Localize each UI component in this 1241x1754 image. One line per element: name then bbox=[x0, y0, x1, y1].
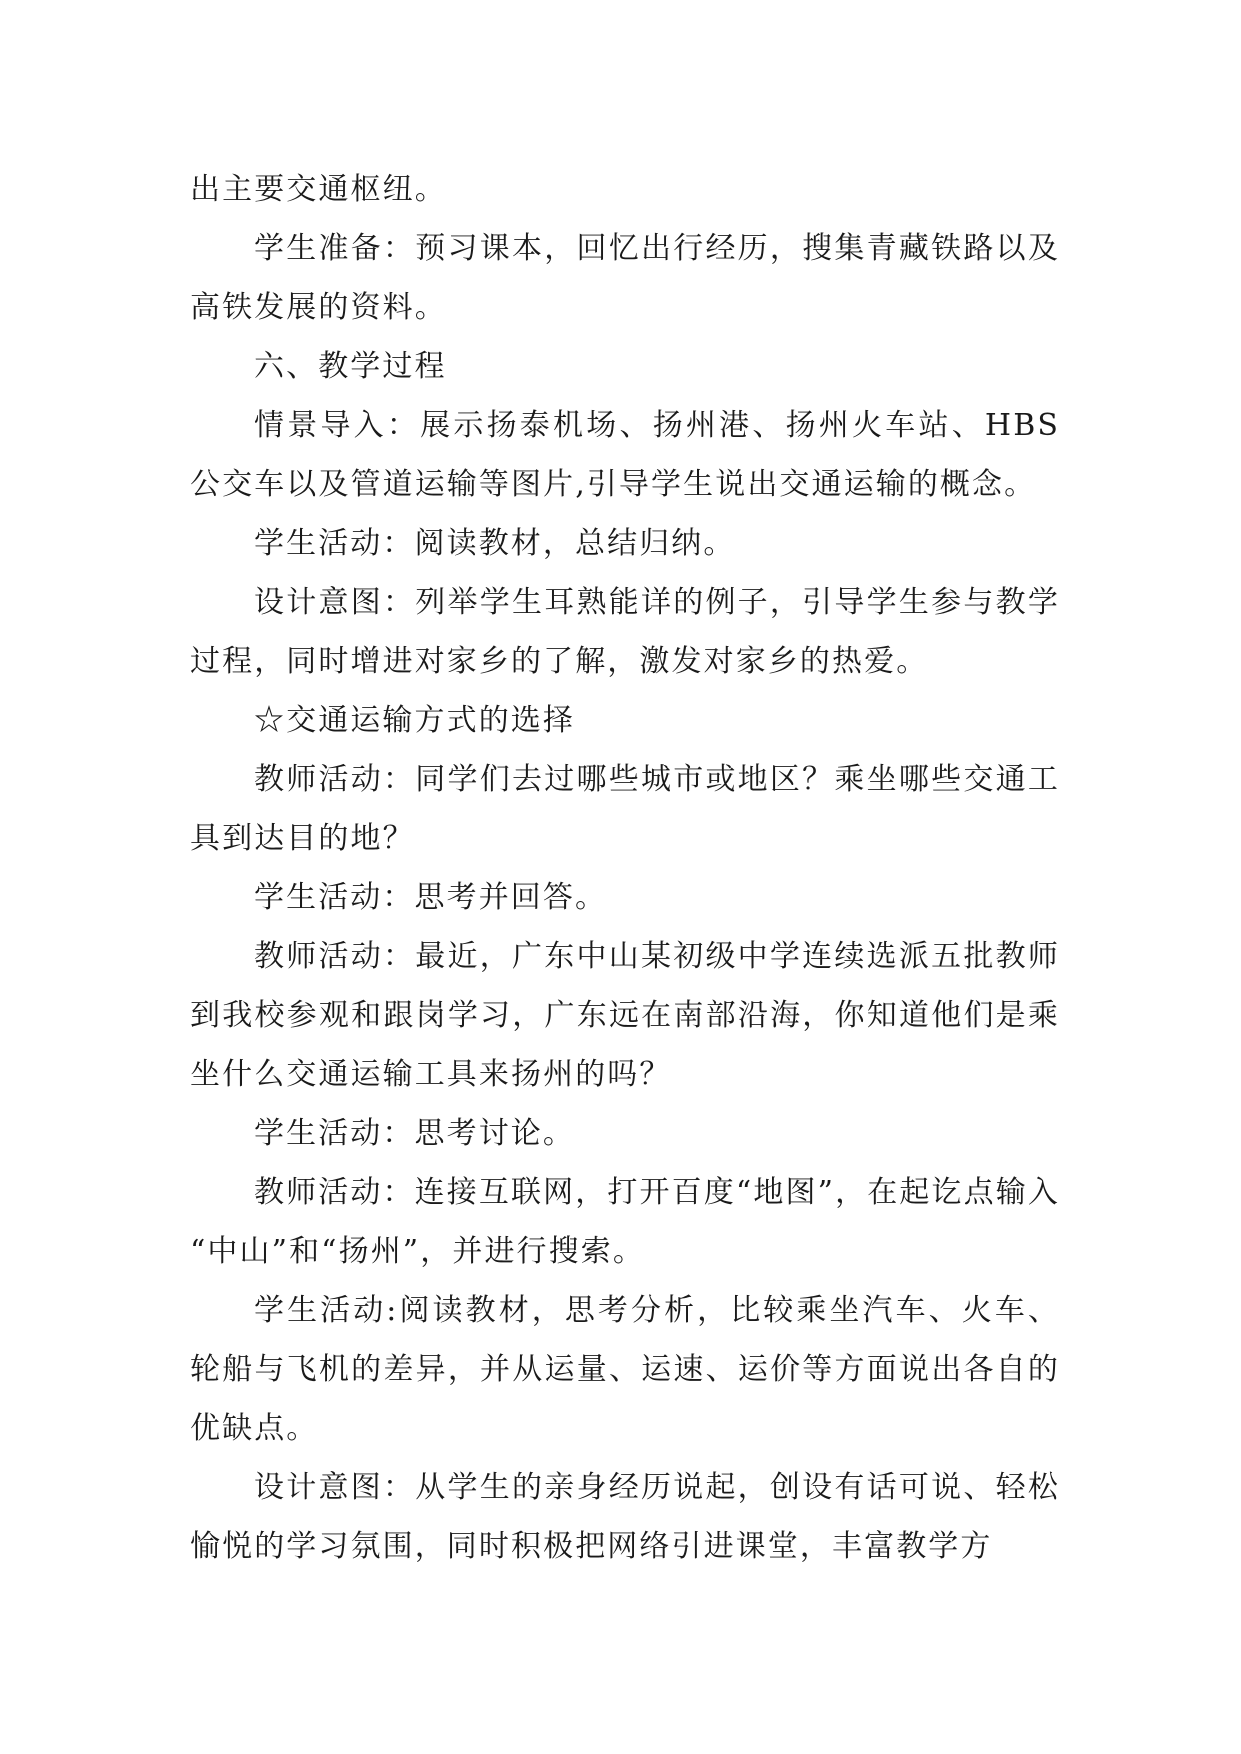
paragraph-design-intent: 设计意图：列举学生耳熟能详的例子，引导学生参与教学过程，同时增进对家乡的了解，激发对家乡的热爱。 bbox=[190, 585, 1060, 679]
paragraph-continuation: 出主要交通枢纽。 bbox=[190, 172, 447, 207]
paragraph-design-intent: 设计意图：从学生的亲身经历说起，创设有话可说、轻松愉悦的学习氛围，同时积极把网络引进课堂，丰富教学方 bbox=[190, 1470, 1060, 1564]
paragraph-teacher-activity: 教师活动：连接互联网，打开百度“地图”，在起讫点输入“中山”和“扬州”，并进行搜索。 bbox=[190, 1175, 1060, 1269]
paragraph-student-preparation: 学生准备：预习课本，回忆出行经历，搜集青藏铁路以及高铁发展的资料。 bbox=[190, 231, 1060, 325]
paragraph-student-activity: 学生活动：思考并回答。 bbox=[254, 880, 608, 915]
subheading-transport-choice: ☆交通运输方式的选择 bbox=[254, 703, 575, 738]
paragraph-student-activity: 学生活动：阅读教材，总结归纳。 bbox=[254, 526, 736, 561]
paragraph-scenario-intro: 情景导入：展示扬泰机场、扬州港、扬州火车站、HBS公交车以及管道运输等图片,引导学生说出交通运输的概念。 bbox=[190, 408, 1060, 502]
paragraph-student-activity: 学生活动:阅读教材，思考分析，比较乘坐汽车、火车、轮船与飞机的差异，并从运量、运速、运价等方面说出各自的优缺点。 bbox=[190, 1293, 1060, 1446]
document-body bbox=[190, 160, 1060, 1576]
paragraph-student-activity: 学生活动：思考讨论。 bbox=[254, 1116, 575, 1151]
section-heading-teaching-process: 六、教学过程 bbox=[254, 349, 447, 384]
paragraph-teacher-activity: 教师活动：最近，广东中山某初级中学连续选派五批教师到我校参观和跟岗学习，广东远在南部沿海，你知道他们是乘坐什么交通运输工具来扬州的吗？ bbox=[190, 939, 1060, 1092]
paragraph-teacher-activity: 教师活动：同学们去过哪些城市或地区？乘坐哪些交通工具到达目的地？ bbox=[190, 762, 1060, 856]
